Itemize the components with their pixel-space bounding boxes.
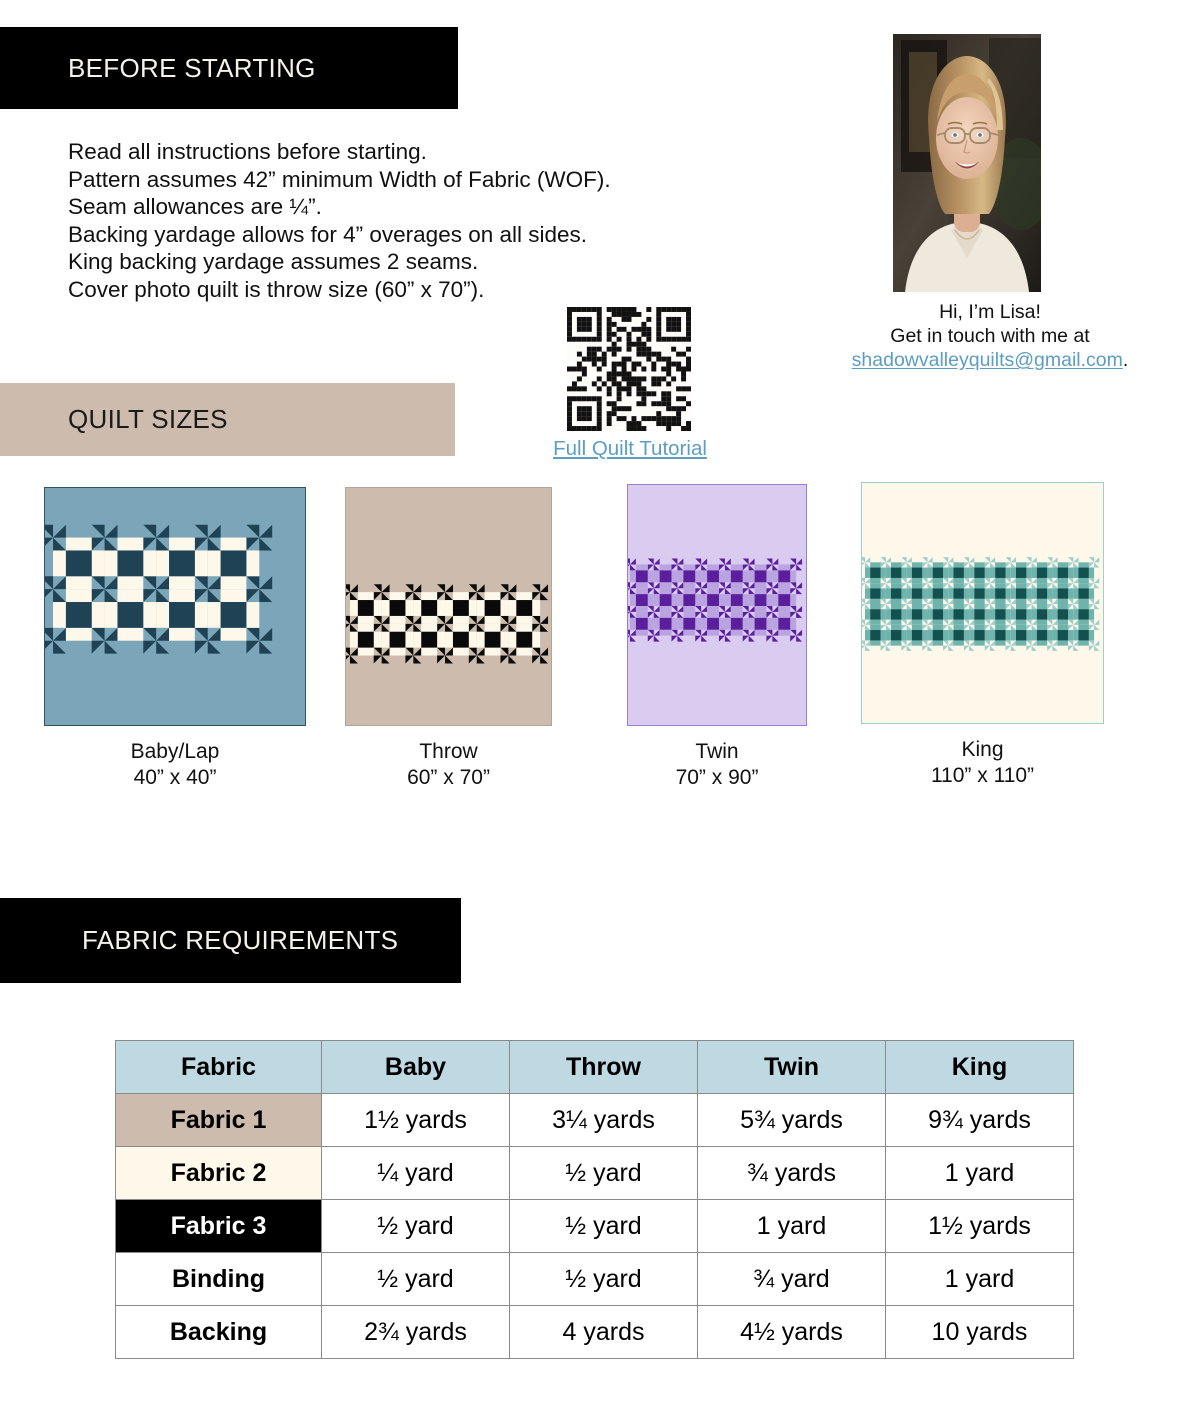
table-row <box>116 1253 1074 1306</box>
fabric-row-label-0: Fabric 1 <box>116 1094 322 1147</box>
quilt-name-baby: Baby/Lap <box>130 740 220 763</box>
quilt-caption-throw <box>345 739 552 791</box>
quilt-preview-throw <box>345 487 552 791</box>
intro-line-3: Backing yardage allows for 4” overages on all sides. <box>68 221 588 247</box>
fabric-cell-3-1: ½ yard <box>510 1253 698 1306</box>
fabric-cell-3-0: ½ yard <box>322 1253 510 1306</box>
email-period: . <box>1122 349 1129 371</box>
contact-greeting: Hi, I’m Lisa! <box>939 301 1041 323</box>
quilt-dimensions-king: 110” x 110” <box>930 764 1035 787</box>
intro-line-0: Read all instructions before starting. <box>68 139 427 164</box>
qr-code-icon[interactable] <box>567 307 691 431</box>
quilt-dimensions-throw: 60” x 70” <box>407 766 490 789</box>
fabric-cell-2-0: ½ yard <box>322 1200 510 1253</box>
fabric-cell-2-1: ½ yard <box>510 1200 698 1253</box>
intro-instructions <box>68 138 688 303</box>
quilt-preview-king <box>861 482 1104 789</box>
table-row <box>116 1147 1074 1200</box>
fabric-row-label-1: Fabric 2 <box>116 1147 322 1200</box>
intro-line-4: King backing yardage assumes 2 seams. <box>68 249 479 274</box>
quilt-name-twin: Twin <box>695 740 739 763</box>
full-quilt-tutorial-link[interactable]: Full Quilt Tutorial <box>553 437 707 460</box>
email-link[interactable]: shadowvalleyquilts@gmail.com <box>851 349 1123 371</box>
fabric-cell-1-3: 1 yard <box>886 1147 1074 1200</box>
intro-line-2: Seam allowances are ¼”. <box>68 194 322 219</box>
fabric-table-col-header-3: Twin <box>698 1041 886 1094</box>
quilt-art-king <box>861 482 1104 724</box>
fabric-cell-0-2: 5¾ yards <box>698 1094 886 1147</box>
fabric-cell-2-2: 1 yard <box>698 1200 886 1253</box>
quilt-art-baby <box>44 487 306 726</box>
fabric-cell-1-0: ¼ yard <box>322 1147 510 1200</box>
fabric-requirements-table <box>115 1040 1074 1359</box>
intro-line-1: Pattern assumes 42” minimum Width of Fabric (WOF). <box>68 166 611 192</box>
fabric-requirements-banner <box>0 898 461 983</box>
table-row <box>116 1094 1074 1147</box>
quilt-preview-twin <box>627 484 807 791</box>
table-row <box>116 1306 1074 1359</box>
fabric-cell-2-3: 1½ yards <box>886 1200 1074 1253</box>
qr-code-image <box>567 307 691 431</box>
quilt-art-throw <box>345 487 552 726</box>
fabric-cell-4-0: 2¾ yards <box>322 1306 510 1359</box>
before-starting-banner <box>0 27 458 109</box>
fabric-cell-1-1: ½ yard <box>510 1147 698 1200</box>
fabric-table-head <box>116 1041 1074 1094</box>
fabric-cell-4-3: 10 yards <box>886 1306 1074 1359</box>
quilt-sizes-title: QUILT SIZES <box>68 404 228 434</box>
contact-prompt: Get in touch with me at <box>890 325 1090 347</box>
fabric-row-label-4: Backing <box>116 1306 322 1359</box>
fabric-cell-3-3: 1 yard <box>886 1253 1074 1306</box>
quilt-caption-baby <box>44 739 306 791</box>
fabric-row-label-2: Fabric 3 <box>116 1200 322 1253</box>
fabric-cell-4-2: 4½ yards <box>698 1306 886 1359</box>
fabric-table-header-row <box>116 1041 1074 1094</box>
quilt-sizes-banner <box>0 383 455 456</box>
fabric-cell-1-2: ¾ yards <box>698 1147 886 1200</box>
fabric-row-label-3: Binding <box>116 1253 322 1306</box>
quilt-dimensions-twin: 70” x 90” <box>675 766 759 789</box>
fabric-cell-0-3: 9¾ yards <box>886 1094 1074 1147</box>
fabric-cell-0-0: 1½ yards <box>322 1094 510 1147</box>
fabric-cell-0-1: 3¼ yards <box>510 1094 698 1147</box>
fabric-cell-3-2: ¾ yard <box>698 1253 886 1306</box>
quilt-dimensions-baby: 40” x 40” <box>133 766 217 789</box>
quilt-caption-twin <box>627 739 807 791</box>
fabric-cell-4-1: 4 yards <box>510 1306 698 1359</box>
fabric-requirements-title: FABRIC REQUIREMENTS <box>82 925 399 955</box>
intro-line-5: Cover photo quilt is throw size (60” x 70”). <box>68 276 485 302</box>
before-starting-title: BEFORE STARTING <box>68 52 316 83</box>
fabric-table-col-header-0: Fabric <box>116 1041 322 1094</box>
portrait-photo-image <box>893 34 1041 292</box>
tutorial-link-wrap <box>545 437 715 461</box>
contact-block <box>830 300 1150 372</box>
quilt-preview-baby <box>44 487 306 791</box>
quilt-name-throw: Throw <box>419 740 478 763</box>
quilt-caption-king <box>861 737 1104 789</box>
quilt-name-king: King <box>961 738 1004 761</box>
portrait-photo <box>893 34 1041 292</box>
fabric-table-col-header-1: Baby <box>322 1041 510 1094</box>
quilt-art-twin <box>627 484 807 726</box>
fabric-table-body <box>116 1094 1074 1359</box>
fabric-table-col-header-4: King <box>886 1041 1074 1094</box>
contact-email-line <box>830 348 1150 372</box>
fabric-table-col-header-2: Throw <box>510 1041 698 1094</box>
table-row <box>116 1200 1074 1253</box>
